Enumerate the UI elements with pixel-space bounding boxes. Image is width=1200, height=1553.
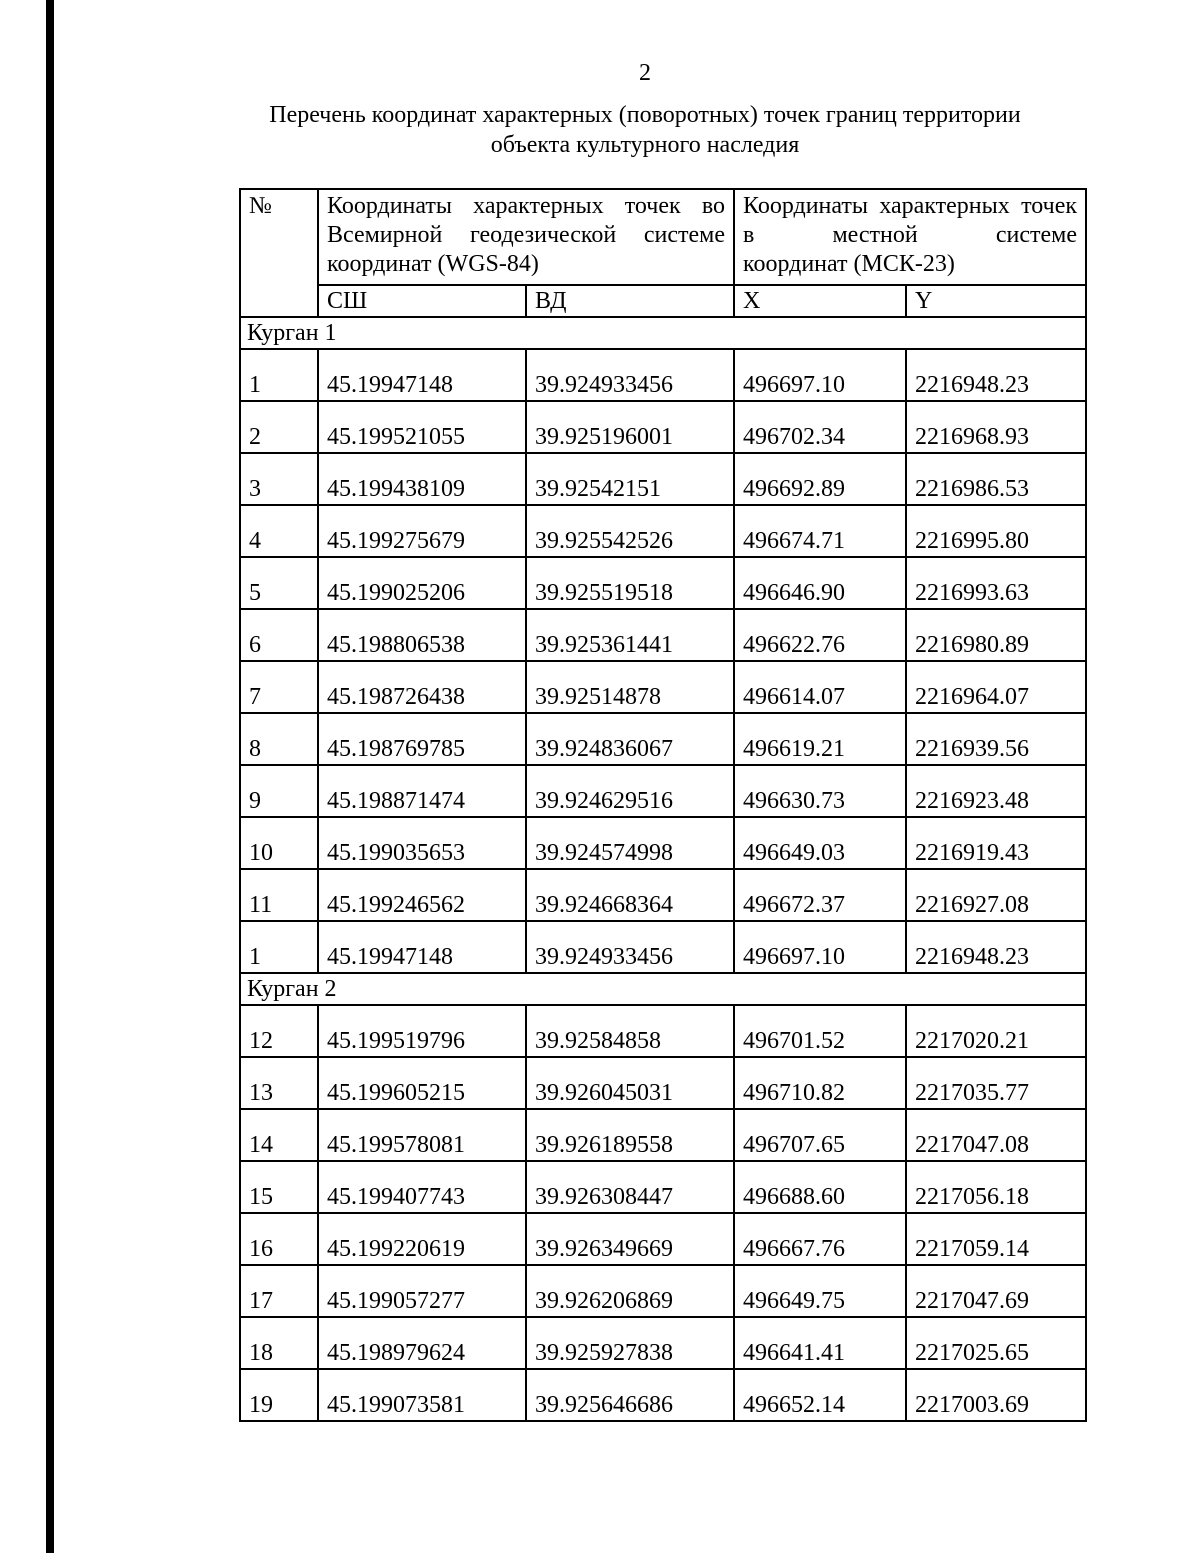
header-msk23-line-3: координат (МСК-23) — [743, 251, 955, 277]
longitude-cell: 39.924836067 — [526, 713, 734, 765]
point-number-cell: 17 — [240, 1265, 318, 1317]
latitude-cell: 45.199246562 — [318, 869, 526, 921]
longitude-cell: 39.924629516 — [526, 765, 734, 817]
latitude-cell: 45.199407743 — [318, 1161, 526, 1213]
header-latitude: СШ — [318, 285, 526, 317]
y-coordinate-cell: 2217047.69 — [906, 1265, 1086, 1317]
latitude-cell: 45.198871474 — [318, 765, 526, 817]
table-row — [240, 609, 1086, 661]
header-msk23-line-1: Координаты характерных — [743, 193, 1010, 219]
x-coordinate-cell: 496622.76 — [734, 609, 906, 661]
x-coordinate-cell: 496649.75 — [734, 1265, 906, 1317]
title-line-2: объекта культурного наследия — [490, 132, 800, 158]
header-msk23 — [734, 189, 1086, 285]
latitude-cell: 45.198979624 — [318, 1317, 526, 1369]
table-row — [240, 401, 1086, 453]
header-wgs84-line-3: координат (WGS-84) — [327, 251, 539, 277]
x-coordinate-cell: 496652.14 — [734, 1369, 906, 1421]
y-coordinate-cell: 2216993.63 — [906, 557, 1086, 609]
x-coordinate-cell: 496630.73 — [734, 765, 906, 817]
y-coordinate-cell: 2217003.69 — [906, 1369, 1086, 1421]
latitude-cell: 45.199521055 — [318, 401, 526, 453]
longitude-cell: 39.926308447 — [526, 1161, 734, 1213]
latitude-cell: 45.199605215 — [318, 1057, 526, 1109]
latitude-cell: 45.199220619 — [318, 1213, 526, 1265]
header-number: № — [240, 189, 318, 317]
x-coordinate-cell: 496614.07 — [734, 661, 906, 713]
longitude-cell: 39.924933456 — [526, 921, 734, 973]
longitude-cell: 39.92584858 — [526, 1005, 734, 1057]
header-wgs84 — [318, 189, 734, 285]
y-coordinate-cell: 2216923.48 — [906, 765, 1086, 817]
scan-edge-line — [52, 1390, 54, 1553]
y-coordinate-cell: 2216927.08 — [906, 869, 1086, 921]
header-longitude: ВД — [526, 285, 734, 317]
document-title — [200, 100, 1090, 160]
longitude-cell: 39.924933456 — [526, 349, 734, 401]
point-number-cell: 16 — [240, 1213, 318, 1265]
point-number-cell: 5 — [240, 557, 318, 609]
longitude-cell: 39.924668364 — [526, 869, 734, 921]
point-number-cell: 8 — [240, 713, 318, 765]
point-number-cell: 6 — [240, 609, 318, 661]
latitude-cell: 45.199438109 — [318, 453, 526, 505]
point-number-cell: 12 — [240, 1005, 318, 1057]
table-row — [240, 765, 1086, 817]
table-row — [240, 1005, 1086, 1057]
latitude-cell: 45.198806538 — [318, 609, 526, 661]
table-row — [240, 453, 1086, 505]
x-coordinate-cell: 496649.03 — [734, 817, 906, 869]
header-wgs84-line-1: Координаты характерных точек во — [327, 193, 725, 219]
table-row — [240, 817, 1086, 869]
table-row — [240, 1369, 1086, 1421]
table-row — [240, 505, 1086, 557]
y-coordinate-cell: 2216948.23 — [906, 921, 1086, 973]
latitude-cell: 45.199035653 — [318, 817, 526, 869]
y-coordinate-cell: 2216919.43 — [906, 817, 1086, 869]
group-name: Курган 1 — [240, 317, 1086, 349]
longitude-cell: 39.92542151 — [526, 453, 734, 505]
table-row — [240, 921, 1086, 973]
group-row — [240, 317, 1086, 349]
latitude-cell: 45.19947148 — [318, 921, 526, 973]
point-number-cell: 9 — [240, 765, 318, 817]
table-row — [240, 1057, 1086, 1109]
y-coordinate-cell: 2216939.56 — [906, 713, 1086, 765]
latitude-cell: 45.199578081 — [318, 1109, 526, 1161]
x-coordinate-cell: 496641.41 — [734, 1317, 906, 1369]
table-row — [240, 349, 1086, 401]
x-coordinate-cell: 496672.37 — [734, 869, 906, 921]
table-row — [240, 1265, 1086, 1317]
longitude-cell: 39.925519518 — [526, 557, 734, 609]
table-row — [240, 661, 1086, 713]
point-number-cell: 14 — [240, 1109, 318, 1161]
y-coordinate-cell: 2217020.21 — [906, 1005, 1086, 1057]
latitude-cell: 45.19947148 — [318, 349, 526, 401]
y-coordinate-cell: 2217025.65 — [906, 1317, 1086, 1369]
y-coordinate-cell: 2216964.07 — [906, 661, 1086, 713]
x-coordinate-cell: 496619.21 — [734, 713, 906, 765]
latitude-cell: 45.199519796 — [318, 1005, 526, 1057]
y-coordinate-cell: 2216986.53 — [906, 453, 1086, 505]
scan-edge-bar — [46, 0, 54, 1553]
coordinates-table — [239, 188, 1087, 1422]
x-coordinate-cell: 496667.76 — [734, 1213, 906, 1265]
x-coordinate-cell: 496646.90 — [734, 557, 906, 609]
group-name: Курган 2 — [240, 973, 1086, 1005]
longitude-cell: 39.926206869 — [526, 1265, 734, 1317]
x-coordinate-cell: 496702.34 — [734, 401, 906, 453]
x-coordinate-cell: 496710.82 — [734, 1057, 906, 1109]
y-coordinate-cell: 2216995.80 — [906, 505, 1086, 557]
x-coordinate-cell: 496692.89 — [734, 453, 906, 505]
group-row — [240, 973, 1086, 1005]
longitude-cell: 39.925542526 — [526, 505, 734, 557]
table-row — [240, 1317, 1086, 1369]
coordinates-table-body — [240, 189, 1086, 1421]
table-row — [240, 1109, 1086, 1161]
y-coordinate-cell: 2217047.08 — [906, 1109, 1086, 1161]
table-subheader-row — [240, 285, 1086, 317]
y-coordinate-cell: 2217035.77 — [906, 1057, 1086, 1109]
point-number-cell: 15 — [240, 1161, 318, 1213]
longitude-cell: 39.926045031 — [526, 1057, 734, 1109]
x-coordinate-cell: 496674.71 — [734, 505, 906, 557]
table-row — [240, 1161, 1086, 1213]
table-row — [240, 713, 1086, 765]
table-row — [240, 557, 1086, 609]
point-number-cell: 18 — [240, 1317, 318, 1369]
latitude-cell: 45.199073581 — [318, 1369, 526, 1421]
longitude-cell: 39.925927838 — [526, 1317, 734, 1369]
point-number-cell: 4 — [240, 505, 318, 557]
x-coordinate-cell: 496697.10 — [734, 921, 906, 973]
latitude-cell: 45.199275679 — [318, 505, 526, 557]
longitude-cell: 39.925196001 — [526, 401, 734, 453]
longitude-cell: 39.924574998 — [526, 817, 734, 869]
y-coordinate-cell: 2217056.18 — [906, 1161, 1086, 1213]
longitude-cell: 39.926349669 — [526, 1213, 734, 1265]
x-coordinate-cell: 496701.52 — [734, 1005, 906, 1057]
table-header-row — [240, 189, 1086, 285]
x-coordinate-cell: 496688.60 — [734, 1161, 906, 1213]
point-number-cell: 7 — [240, 661, 318, 713]
latitude-cell: 45.198769785 — [318, 713, 526, 765]
y-coordinate-cell: 2216968.93 — [906, 401, 1086, 453]
point-number-cell: 1 — [240, 921, 318, 973]
header-msk23-line-2: точек в местной системе — [743, 193, 1078, 248]
page-number: 2 — [639, 60, 651, 86]
point-number-cell: 10 — [240, 817, 318, 869]
y-coordinate-cell: 2216980.89 — [906, 609, 1086, 661]
y-coordinate-cell: 2216948.23 — [906, 349, 1086, 401]
table-row — [240, 869, 1086, 921]
point-number-cell: 1 — [240, 349, 318, 401]
point-number-cell: 13 — [240, 1057, 318, 1109]
header-x: X — [734, 285, 906, 317]
y-coordinate-cell: 2217059.14 — [906, 1213, 1086, 1265]
table-row — [240, 1213, 1086, 1265]
longitude-cell: 39.92514878 — [526, 661, 734, 713]
point-number-cell: 19 — [240, 1369, 318, 1421]
latitude-cell: 45.199057277 — [318, 1265, 526, 1317]
point-number-cell: 3 — [240, 453, 318, 505]
latitude-cell: 45.199025206 — [318, 557, 526, 609]
header-wgs84-line-2: Всемирной геодезической системе — [327, 222, 725, 248]
title-line-1: Перечень координат характерных (поворотных) точек границ территории — [269, 102, 1021, 128]
latitude-cell: 45.198726438 — [318, 661, 526, 713]
x-coordinate-cell: 496707.65 — [734, 1109, 906, 1161]
longitude-cell: 39.925646686 — [526, 1369, 734, 1421]
point-number-cell: 2 — [240, 401, 318, 453]
longitude-cell: 39.925361441 — [526, 609, 734, 661]
x-coordinate-cell: 496697.10 — [734, 349, 906, 401]
longitude-cell: 39.926189558 — [526, 1109, 734, 1161]
header-y: Y — [906, 285, 1086, 317]
point-number-cell: 11 — [240, 869, 318, 921]
